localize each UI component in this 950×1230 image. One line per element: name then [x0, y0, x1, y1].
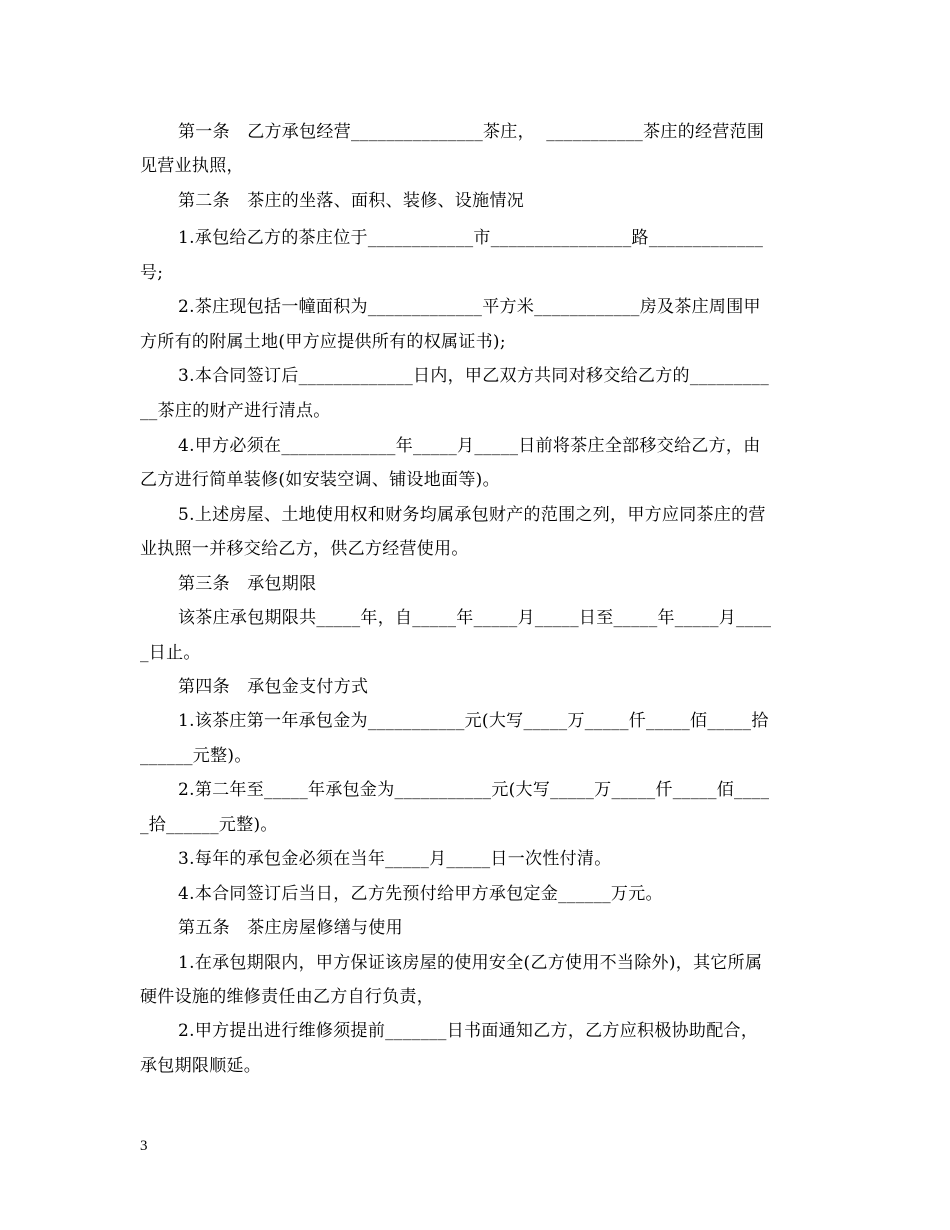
clause-5-item-1-line-1: 1.在承包期限内，甲方保证该房屋的使用安全(乙方使用不当除外)，其它所属 [178, 953, 763, 973]
clause-5-item-2-line-2: 承包期限顺延。 [140, 1056, 262, 1076]
clause-2-heading: 第二条 茶庄的坐落、面积、装修、设施情况 [178, 191, 524, 211]
clause-1-line-2: 见营业执照， [140, 156, 244, 176]
clause-4-item-2-line-2: _拾______元整)。 [140, 815, 278, 835]
clause-2-item-1-line-1: 1.承包给乙方的茶庄位于____________市________________路_____________ [178, 228, 764, 248]
clause-2-item-3-line-1: 3.本合同签订后_____________日内，甲乙双方共同对移交给乙方的_________ [178, 366, 770, 386]
clause-5-item-1-line-2: 硬件设施的维修责任由乙方自行负责， [140, 987, 435, 1007]
clause-4-heading: 第四条 承包金支付方式 [178, 677, 369, 697]
clause-4-item-3: 3.每年的承包金必须在当年_____月_____日一次性付清。 [178, 849, 612, 869]
clause-4-item-1-line-1: 1.该茶庄第一年承包金为___________元(大写_____万_____仟_____佰_____拾 [178, 711, 769, 731]
page-number: 3 [140, 1138, 148, 1154]
clause-4-item-2-line-1: 2.第二年至_____年承包金为___________元(大写_____万_____仟_____佰____ [178, 780, 770, 800]
clause-3-heading: 第三条 承包期限 [178, 574, 317, 594]
clause-4-item-1-line-2: ______元整)。 [140, 746, 252, 766]
clause-2-item-5-line-1: 5.上述房屋、土地使用权和财务均属承包财产的范围之列，甲方应同茶庄的营 [178, 505, 766, 525]
clause-2-item-3-line-2: __茶庄的财产进行清点。 [140, 401, 331, 421]
clause-2-item-2-line-1: 2.茶庄现包括一幢面积为_____________平方米____________房及茶庄周围甲 [178, 297, 761, 317]
clause-1-line-1: 第一条 乙方承包经营_______________茶庄， ___________茶庄的经营范围 [178, 122, 765, 142]
clause-2-item-4-line-2: 乙方进行简单装修(如安装空调、铺设地面等)。 [140, 470, 500, 490]
clause-2-item-2-line-2: 方所有的附属土地(甲方应提供所有的权属证书); [140, 332, 506, 352]
clause-4-item-4: 4.本合同签订后当日，乙方先预付给甲方承包定金______万元。 [178, 884, 663, 904]
clause-2-item-4-line-1: 4.甲方必须在_____________年_____月_____日前将茶庄全部移交给乙方，由 [178, 436, 761, 456]
clause-5-heading: 第五条 茶庄房屋修缮与使用 [178, 918, 403, 938]
clause-5-item-2-line-1: 2.甲方提出进行维修须提前_______日书面通知乙方，乙方应积极协助配合， [178, 1021, 759, 1041]
clause-3-text-line-1: 该茶庄承包期限共_____年，自_____年_____月_____日至_____年_____月____ [178, 608, 772, 628]
clause-2-item-1-line-2: 号; [140, 263, 164, 283]
clause-2-item-5-line-2: 业执照一并移交给乙方，供乙方经营使用。 [140, 539, 469, 559]
clause-3-text-line-2: _日止。 [140, 643, 201, 663]
